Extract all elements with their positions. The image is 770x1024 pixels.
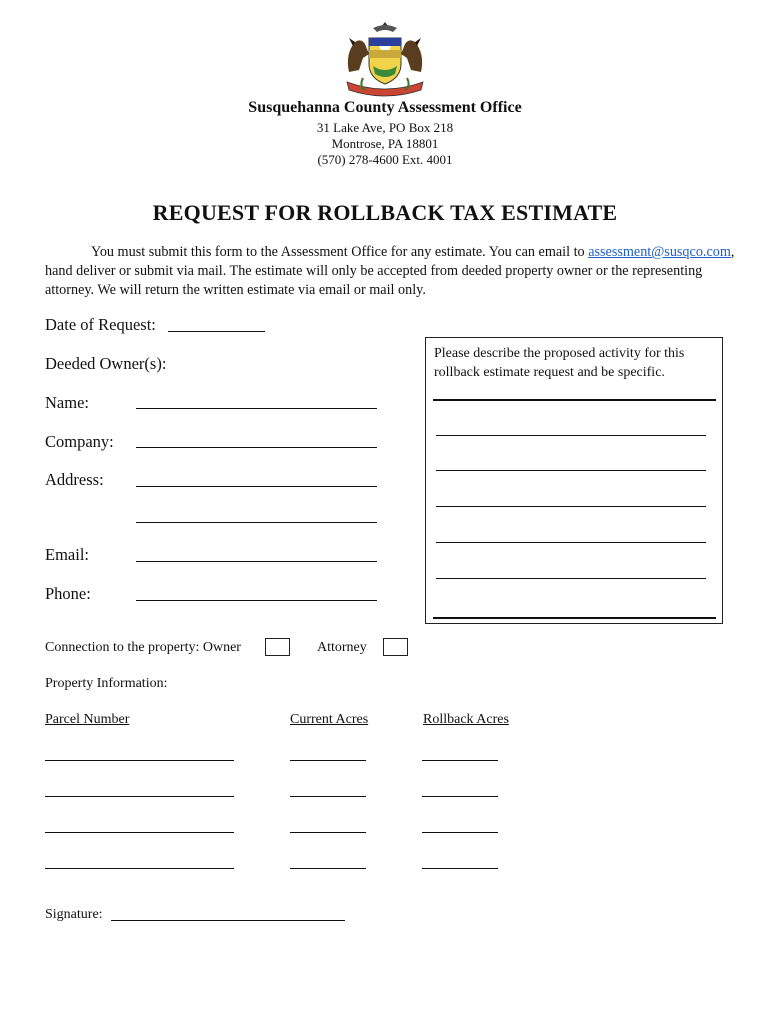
- current-acres-field-4[interactable]: [290, 868, 366, 869]
- email-field[interactable]: [136, 561, 377, 562]
- office-name: Susquehanna County Assessment Office: [248, 99, 522, 116]
- name-label: Name:: [45, 393, 89, 412]
- office-phone: (570) 278-4600 Ext. 4001: [317, 152, 453, 167]
- rollback-acres-header: Rollback Acres: [423, 712, 509, 727]
- current-acres-field-3[interactable]: [290, 832, 366, 833]
- phone-field[interactable]: [136, 600, 377, 601]
- form-title: REQUEST FOR ROLLBACK TAX ESTIMATE: [152, 200, 618, 225]
- activity-line-3[interactable]: [436, 470, 706, 471]
- connection-label: Connection to the property:: [45, 640, 200, 655]
- rollback-acres-field-4[interactable]: [422, 868, 498, 869]
- activity-line-4[interactable]: [436, 506, 706, 507]
- current-acres-field-2[interactable]: [290, 796, 366, 797]
- rollback-acres-field-3[interactable]: [422, 832, 498, 833]
- date-of-request-label: Date of Request:: [45, 315, 156, 334]
- name-field[interactable]: [136, 408, 377, 409]
- current-acres-field-1[interactable]: [290, 760, 366, 761]
- attorney-checkbox[interactable]: [383, 638, 408, 656]
- property-information-heading: Property Information:: [45, 676, 168, 691]
- rollback-acres-field-1[interactable]: [422, 760, 498, 761]
- signature-label: Signature:: [45, 907, 103, 922]
- rollback-acres-field-2[interactable]: [422, 796, 498, 797]
- attorney-label: Attorney: [317, 640, 367, 655]
- activity-line-7[interactable]: [433, 617, 716, 619]
- office-address-line1: 31 Lake Ave, PO Box 218: [316, 120, 454, 135]
- address-label: Address:: [45, 470, 104, 489]
- address-field-line2[interactable]: [136, 522, 377, 523]
- intro-paragraph: [45, 243, 735, 300]
- activity-line-5[interactable]: [436, 542, 706, 543]
- email-label: Email:: [45, 545, 89, 564]
- parcel-number-header: Parcel Number: [45, 712, 130, 727]
- phone-label: Phone:: [45, 584, 91, 603]
- connection-label-row: [45, 640, 241, 656]
- signature-field[interactable]: [111, 920, 345, 921]
- parcel-number-field-2[interactable]: [45, 796, 234, 797]
- county-seal-logo: [343, 20, 427, 98]
- deeded-owners-label: Deeded Owner(s):: [45, 354, 167, 373]
- activity-line-6[interactable]: [436, 578, 706, 579]
- parcel-number-field-3[interactable]: [45, 832, 234, 833]
- intro-text-2: , hand deliver or submit via mail. The estimate will only be accepted from deeded property owner or the representing attorney. We will return the written estimate via email or mail only.: [45, 244, 735, 298]
- current-acres-header: Current Acres: [290, 712, 369, 727]
- parcel-number-field-4[interactable]: [45, 868, 234, 869]
- intro-text-1: You must submit this form to the Assessment Office for any estimate. You can email to: [91, 244, 585, 260]
- activity-line-1[interactable]: [433, 399, 716, 401]
- owner-checkbox[interactable]: [265, 638, 290, 656]
- assessment-email-link[interactable]: assessment@susqco.com: [588, 244, 731, 260]
- company-label: Company:: [45, 432, 114, 451]
- company-field[interactable]: [136, 447, 377, 448]
- date-of-request-field[interactable]: [168, 331, 265, 332]
- activity-description-prompt: Please describe the proposed activity for this rollback estimate request and be specific.: [434, 346, 685, 380]
- activity-line-2[interactable]: [436, 435, 706, 436]
- address-field-line1[interactable]: [136, 486, 377, 487]
- owner-label: Owner: [202, 640, 241, 655]
- office-address-line2: Montrose, PA 18801: [331, 136, 439, 151]
- parcel-number-field-1[interactable]: [45, 760, 234, 761]
